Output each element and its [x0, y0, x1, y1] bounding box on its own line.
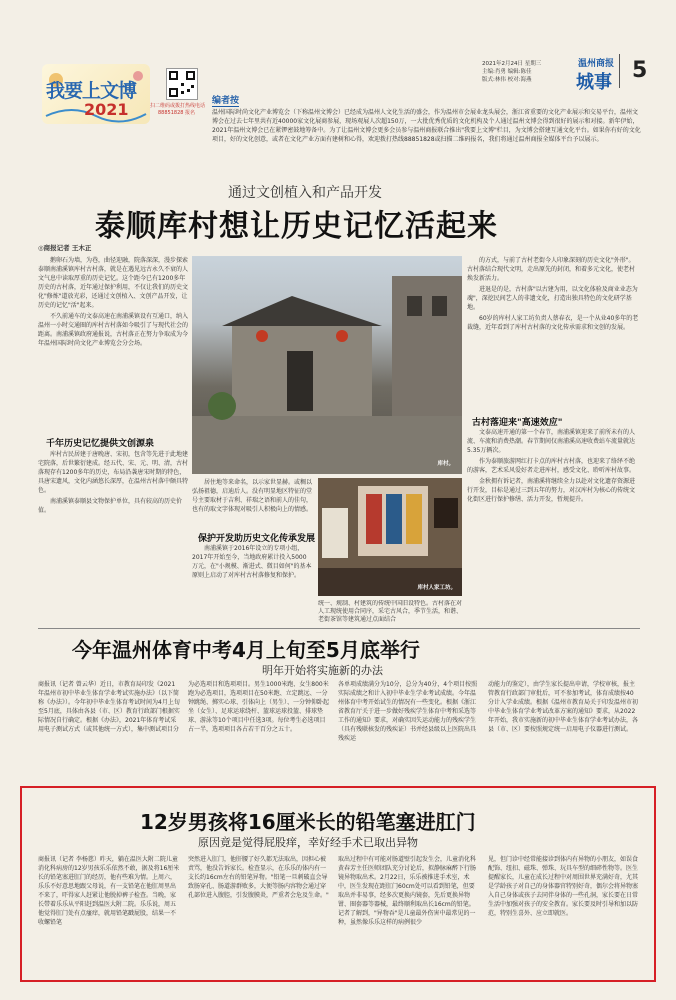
article1-col1b-p2: 南浦溪镇泰顺县文物保护单位，具有较高的历史价值。 — [38, 498, 183, 514]
article2-col3: 各单项成绩满分为10分，总分为40分，4个项目按照实际成绩之和计入初中毕业生学业考试成绩。今年温州体育中考开始试生的情况有一些变化。根据《浙江省教育厅关于进一步做好残疾学生体育中考和采选等工作的通知》要求，对确实因失运动能力的残疾学生（具有残联核发的残疾证）书并经县级以上医院出具残疾运 — [338, 681, 478, 742]
page-number: 5 — [632, 58, 648, 83]
photo-village — [192, 256, 462, 474]
article1-col1 — [38, 256, 188, 434]
article2-col1: 商报讯（记者 曾云华）近日，市教育局印发《2021年温州市初中毕业生体育学业考试实施办法》（以下简称《办法》）。今年初中毕业生体育考试时间为4月上旬至5月底，具体由各县（市、区）教育行政部门根据实际情况自行确定。根据《办法》，2021年体育考试采用电子测试方式（或其他统一方式），集中测试项目分 — [38, 681, 180, 733]
qr-icon — [167, 69, 197, 99]
article3-subtitle: 原因竟是觉得屁股痒，幸好经手术已取出异物 — [198, 836, 418, 849]
layout-credits: 版式:林伟 校对:海燕 — [482, 77, 532, 83]
article1-col2b — [192, 544, 312, 618]
village-photo-graphic — [192, 256, 462, 474]
editor-credits: 主编:肖勇 编辑:陈佳 — [482, 69, 532, 75]
qr-phone: 88851828 报名 — [158, 110, 196, 116]
logo-text: 我要上文博 — [46, 80, 137, 102]
article1-subhead-3: 古村落迎来"高速效应" — [472, 418, 563, 428]
qr-caption: 扫二维码或拨打热线电话 — [150, 103, 206, 109]
article2-title: 今年温州体育中考4月上旬至5月底举行 — [72, 638, 420, 662]
section-divider — [619, 54, 620, 88]
paper-name: 温州商报 — [578, 59, 615, 69]
article2-col2: 为必选项目和选项项目。男生1000米跑、女生800米跑为必选项目，选项项目在50米跑、立定跳远、一分钟跳绳、掷实心球、引体向上（男生）、一分钟仰卧起坐（女生）、足球运球绕杆、篮球运球投篮、排球垫球、游泳等10个项目中任选3项。每位考生必选项目占一半，选项项目各占若干百分之五十。 — [188, 681, 330, 733]
article1-kicker: 通过文创植入和产品开发 — [228, 185, 382, 201]
article1-subhead-2: 保护开发助历史文化传承发展 — [198, 534, 316, 544]
article1-subhead-1: 千年历史记忆提供文创源泉 — [46, 439, 155, 449]
article1-byline: ◎商报记者 王木正 — [38, 244, 92, 252]
article3-title: 12岁男孩将16厘米长的铅笔塞进肛门 — [140, 810, 476, 834]
section-name: 城事 — [576, 72, 612, 93]
photo-workshop — [318, 478, 462, 596]
header-band — [20, 46, 660, 119]
article1-col3b — [467, 428, 639, 618]
article3-col3: 取出过程中有可能对肠道壁引起发生会，儿童消化科黄春芳主任医师团队充分讨论后，拟静脉麻醉下行肠镜异物取出术。2月22日，乐乐被推进手术室，术中，医生发现在距肛门60cm处可以看到铅笔，但要取出并非易事，经多次更换内镜套，先后更换异物钳、圈套器等器械，最终顺利取出长16cm的铅笔。记者了解到，"异物吞"是儿童最外伤害中最常见的一种，虽然像乐乐这样的病例很少 — [338, 856, 477, 926]
article3-col1: 商报讯（记者 李杨慈）昨天，躺在温医大附二院儿童消化科病房的12岁男孩乐乐依然不敢，据及将16厘米长的铅笔塞进肛门的经历，他有些难为情。上周六，乐乐不好意思地跟父母说，有一支铅笔在他肛周里出不来了，吓得家人赶紧让他脱掉裤子检查。当晚，家长带着乐乐从平阳赶到温医大附二院。乐乐说，周五他觉得肛门处有点瘙痒，就用铅笔戳屁股，结果一不收螺铅笔 — [38, 856, 180, 926]
column-logo — [42, 64, 150, 124]
article1-col-mid-bottom: 统一、规制、村建筑的传统中国旧设特色。古村落在对人工现统使用合同序，采宅古风合，季节生活，和谐、老街茶馆等建筑通过点面结合 — [318, 600, 462, 622]
article1-col3-p1: 的方式，与前了古村老街今人印象深刻的历史文化"外形"。古村落结合现代文明，走出原先的封闭，和着多元文化，使老村焕发新活力。 — [467, 257, 636, 282]
article2-col4: 动能力的鉴定），由学生家长提出申请，学校审核，报主管教育行政部门审批后，可不参加考试，体育成绩按40分计入学业成绩。根据《温州市教育局关于印发温州市初中毕业生体育学业考试改革方案的通知》要求，从2022年开始，我市实施新的初中毕业生体育学业考试办法，各县（市、区）要按照规定统一启用电子仪器进行测试。 — [488, 681, 638, 733]
qr-code[interactable] — [166, 68, 198, 100]
divider-1 — [38, 628, 640, 629]
article1-col3b-p3: 金秋拥有诉记者，南浦溪将继续全力以赴对文化遗存资源进行开发，目标是通过三到五年的努力，对汉库村为核心的传统文化街区进行保护修缮、活力开发，暂规提升。 — [467, 478, 636, 503]
workshop-photo-graphic — [318, 478, 462, 596]
photo-caption-2: 库村人家工坊。 — [417, 585, 456, 591]
article1-col3 — [467, 256, 639, 406]
article1-col3b-p1: 文泰高速开通的第一个春节，南浦溪镇迎来了前所未有的人流、车流和消费热潮。春节期间仅南浦溪高速收费站车流量就达5.35万辆次。 — [467, 429, 636, 454]
article1-col1b-p1: 库村古民居建于唐晚唐、宋初，包含等先进于此地建宅院落，后世繁衍建成。经五代、宋、元、明、清，古村落现存有1200多年的历史，布局沿袭唐宋时期的特色，具唐宋遗风，文化内涵悠长深厚，在温州古村落中颇具特色。 — [38, 451, 188, 494]
article1-col3-p2: 进退是的是，古村落"以古建为用，以文化体验及商业业态为魂"，深挖民间艺人的非遗文化，打造出独具特色的文化研学基地。 — [467, 286, 638, 311]
editor-note-label: 编者按 — [212, 93, 239, 107]
photo-caption-1: 库村。 — [437, 461, 454, 467]
article1-col2-p1: 居住地等来命名，以示家世显赫。或稠以弘扬祖德，启迪后人。没有明显地区特征的堂号主要取材于吉利、祥瑞之语和前人的佳句，也有的取文字体现对吸引人积极向上的情感。 — [192, 479, 312, 513]
article3-col2: 突然进入肛门，他肝腰了好久都无法取出，因担心被责骂，他没告诉家长。检查显示，在乐乐的体内有一支长约16cm左右的铅笔异物。"铅笔一旦刺破直会导致肠穿孔、肠道游群败多，大便等肠内容物会通过穿孔部位进入腹腔，引发腹膜炎，严重者会危及生命。" — [188, 856, 329, 899]
article1-col3-p3: 60岁的库村人家工坊负责人蔡春衣，是一个从业40多年的老裁缝，近年看到了库村古村落的文化传承需求和文创的发展。 — [467, 315, 639, 331]
article1-col3b-p2: 作为泰顺旅游网红打卡点的库村古村落，也迎来了络绎不绝的游客，艺术采风爱好者走进库村，感受文化、聆听库村故事。 — [467, 458, 636, 474]
article1-title: 泰顺库村想让历史记忆活起来 — [95, 209, 498, 244]
editor-note-text: 温州国际时尚文化产业博览会（下称温州文博会）已经成为温州人文化生活的盛会，作为温州市会展业龙头展会，浙江省重要的文化产业展示和交易平台，温州文博会在过去七年里共有近40000家文化展商参展，现场观展人次超150万，一大批优秀优质的文化机构及个人通过温州文博会得到很好的展示和对接。新年伊始，2021年温州文博会已在紧锣密鼓地筹备中。为了让温州文博会更多会员参与温州商报联合推出"我要上文博"栏目，为文博会搭建互通文化平台。如果你有好的文化项目，好的文化创意，或者在文化产业方面有建树和心得，欢迎拨打热线88851828或扫描二维码报名，我们将通过温州商报全媒体平台予以展示。 — [212, 109, 641, 143]
logo-year: 2021 — [84, 100, 129, 119]
issue-date: 2021年2月24日 星期三 — [482, 61, 542, 67]
article2-subtitle: 明年开始将实施新的办法 — [262, 664, 383, 677]
article1-col1b — [38, 450, 188, 618]
article3-col4: 见，但门诊中经常能接诊到体内有异物的小朋友，如误食配饰、纽扣、磁珠、弹珠、玩具车型的细碎性物等。医生提醒家长，儿童在成长过程中对周围世界充满好奇，尤其是学龄孩子对自己的身体器官特别好奇，偶尔会将异物塞入自己身体或孩子去同伴身体的一些孔洞，家长要在日常生活中加强对孩子的安全教育。家长要及时引导和加以防范，特别生喜外、应立即就医。 — [488, 856, 639, 917]
article1-col1-p2: 不久前通车的文泰高速在南浦溪镇设有互通口，纳入温州一小时交通圈的库村古村落如今吸引了与现代社会的距离。南浦溪镇政府通报说，古村落正在努力争取成为今年温州国际时尚文化产业博览会分会场。 — [38, 313, 188, 347]
article1-col1-p1: 鹅卵石为墙，为巷，曲径迎融，院落深深，漫步探索泰顺南浦溪镇库村古村落，就是在遇见远古永久不衰的人文气息中读取厚重的历史记忆。这个距今已有1200多年历史的古村落，近年通过保护利用，不仅让我们的历史文化"修炼"道放光彩，还通过文创植入、文创产品开发，让历史的记忆"活"起来。 — [38, 257, 188, 309]
article1-col2 — [192, 478, 312, 528]
article1-col2b-p1: 南浦溪镇于2016年设立的专项小组，2017年开始至今，当地政府累计投入5000万元，在"小规模、渐进式、微目如何"的基本原则上启动了对库村古村落修复和保护。 — [192, 545, 312, 579]
